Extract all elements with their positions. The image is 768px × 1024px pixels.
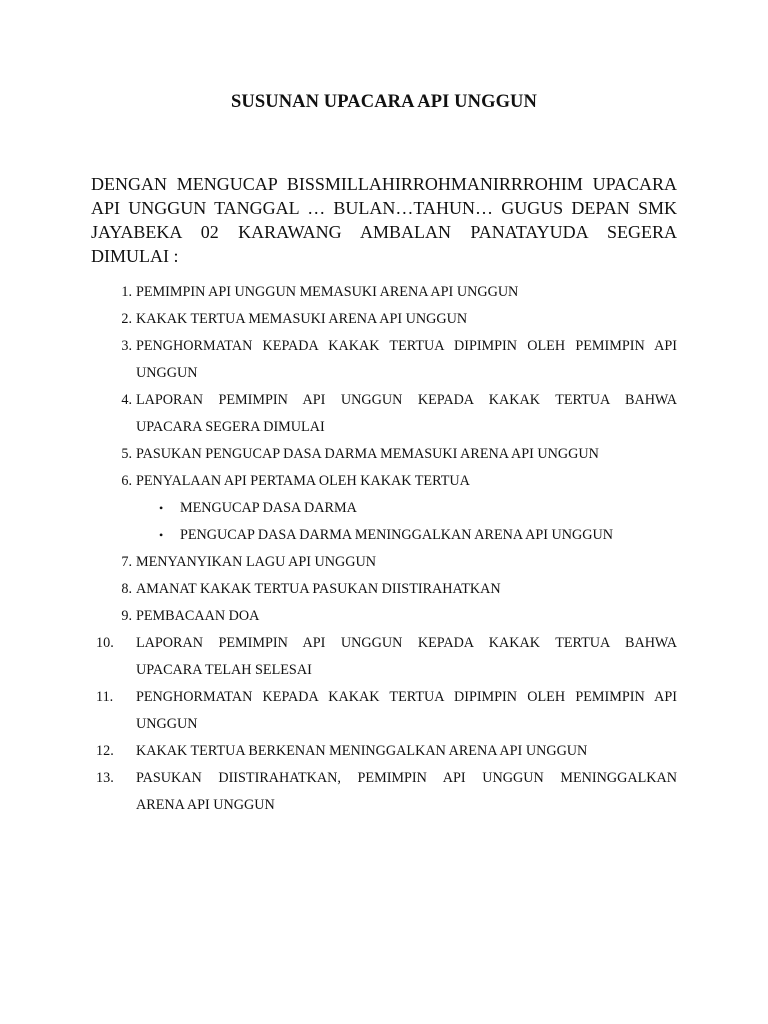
item-number: 9. bbox=[121, 608, 132, 624]
sub-item-text: PENGUCAP DASA DARMA MENINGGALKAN ARENA API UNGGUN bbox=[180, 527, 614, 543]
list-item bbox=[0, 765, 768, 819]
item-text: KAKAK TERTUA BERKENAN MENINGGALKAN ARENA API UNGGUN bbox=[136, 743, 588, 759]
list-item bbox=[0, 738, 768, 765]
item-text-continued: UPACARA SEGERA DIMULAI bbox=[136, 419, 325, 435]
document-title: SUSUNAN UPACARA API UNGGUN bbox=[231, 92, 537, 112]
list-item bbox=[0, 441, 768, 468]
item-number: 1. bbox=[121, 284, 132, 300]
item-text: PEMIMPIN API UNGGUN MEMASUKI ARENA API UNGGUN bbox=[136, 284, 519, 300]
list-item bbox=[0, 603, 768, 630]
item-text: MENYANYIKAN LAGU API UNGGUN bbox=[136, 554, 376, 570]
sub-item-text: MENGUCAP DASA DARMA bbox=[180, 500, 357, 516]
item-text: AMANAT KAKAK TERTUA PASUKAN DIISTIRAHATKAN bbox=[136, 581, 501, 597]
item-number: 6. bbox=[121, 473, 132, 489]
item-number: 7. bbox=[121, 554, 132, 570]
item-text: PASUKAN PENGUCAP DASA DARMA MEMASUKI ARENA API UNGGUN bbox=[136, 446, 599, 462]
item-number: 4. bbox=[121, 392, 132, 408]
list-item bbox=[0, 630, 768, 684]
item-text: PENYALAAN API PERTAMA OLEH KAKAK TERTUA bbox=[136, 473, 470, 489]
list-item bbox=[0, 279, 768, 306]
item-number: 3. bbox=[121, 338, 132, 354]
intro-line: API UNGGUN TANGGAL … BULAN…TAHUN… GUGUS DEPAN SMK bbox=[91, 198, 677, 218]
intro-line: JAYABEKA 02 KARAWANG AMBALAN PANATAYUDA SEGERA bbox=[91, 222, 677, 242]
item-text: LAPORAN PEMIMPIN API UNGGUN KEPADA KAKAK TERTUA BAHWA bbox=[136, 392, 677, 408]
list-item bbox=[0, 468, 768, 495]
bullet-icon: • bbox=[159, 528, 164, 542]
list-item bbox=[0, 576, 768, 603]
item-text: PASUKAN DIISTIRAHATKAN, PEMIMPIN API UNGGUN MENINGGALKAN bbox=[136, 770, 677, 786]
item-number: 12. bbox=[96, 743, 114, 759]
list-item bbox=[0, 306, 768, 333]
item-text: PENGHORMATAN KEPADA KAKAK TERTUA DIPIMPIN OLEH PEMIMPIN API bbox=[136, 689, 677, 705]
intro-line: DIMULAI : bbox=[91, 246, 179, 266]
list-item bbox=[0, 684, 768, 738]
sub-list-item bbox=[0, 495, 768, 522]
item-number: 11. bbox=[96, 689, 114, 705]
sub-list-item bbox=[0, 522, 768, 549]
item-text-continued: UPACARA TELAH SELESAI bbox=[136, 662, 312, 678]
item-text-continued: UNGGUN bbox=[136, 716, 198, 732]
bullet-icon: • bbox=[159, 501, 164, 515]
list-item bbox=[0, 549, 768, 576]
intro-paragraph bbox=[91, 172, 677, 268]
intro-line: DENGAN MENGUCAP BISSMILLAHIRROHMANIRRROHIM UPACARA bbox=[91, 174, 677, 194]
ceremony-steps-list bbox=[0, 279, 768, 819]
item-number: 10. bbox=[96, 635, 114, 651]
item-number: 2. bbox=[121, 311, 132, 327]
list-item bbox=[0, 333, 768, 387]
item-text-continued: ARENA API UNGGUN bbox=[136, 797, 275, 813]
item-text: LAPORAN PEMIMPIN API UNGGUN KEPADA KAKAK TERTUA BAHWA bbox=[136, 635, 677, 651]
item-text: PEMBACAAN DOA bbox=[136, 608, 260, 624]
item-text-continued: UNGGUN bbox=[136, 365, 198, 381]
item-number: 13. bbox=[96, 770, 114, 786]
item-number: 5. bbox=[121, 446, 132, 462]
list-item bbox=[0, 387, 768, 441]
item-number: 8. bbox=[121, 581, 132, 597]
item-text: KAKAK TERTUA MEMASUKI ARENA API UNGGUN bbox=[136, 311, 468, 327]
item-text: PENGHORMATAN KEPADA KAKAK TERTUA DIPIMPIN OLEH PEMIMPIN API bbox=[136, 338, 677, 354]
